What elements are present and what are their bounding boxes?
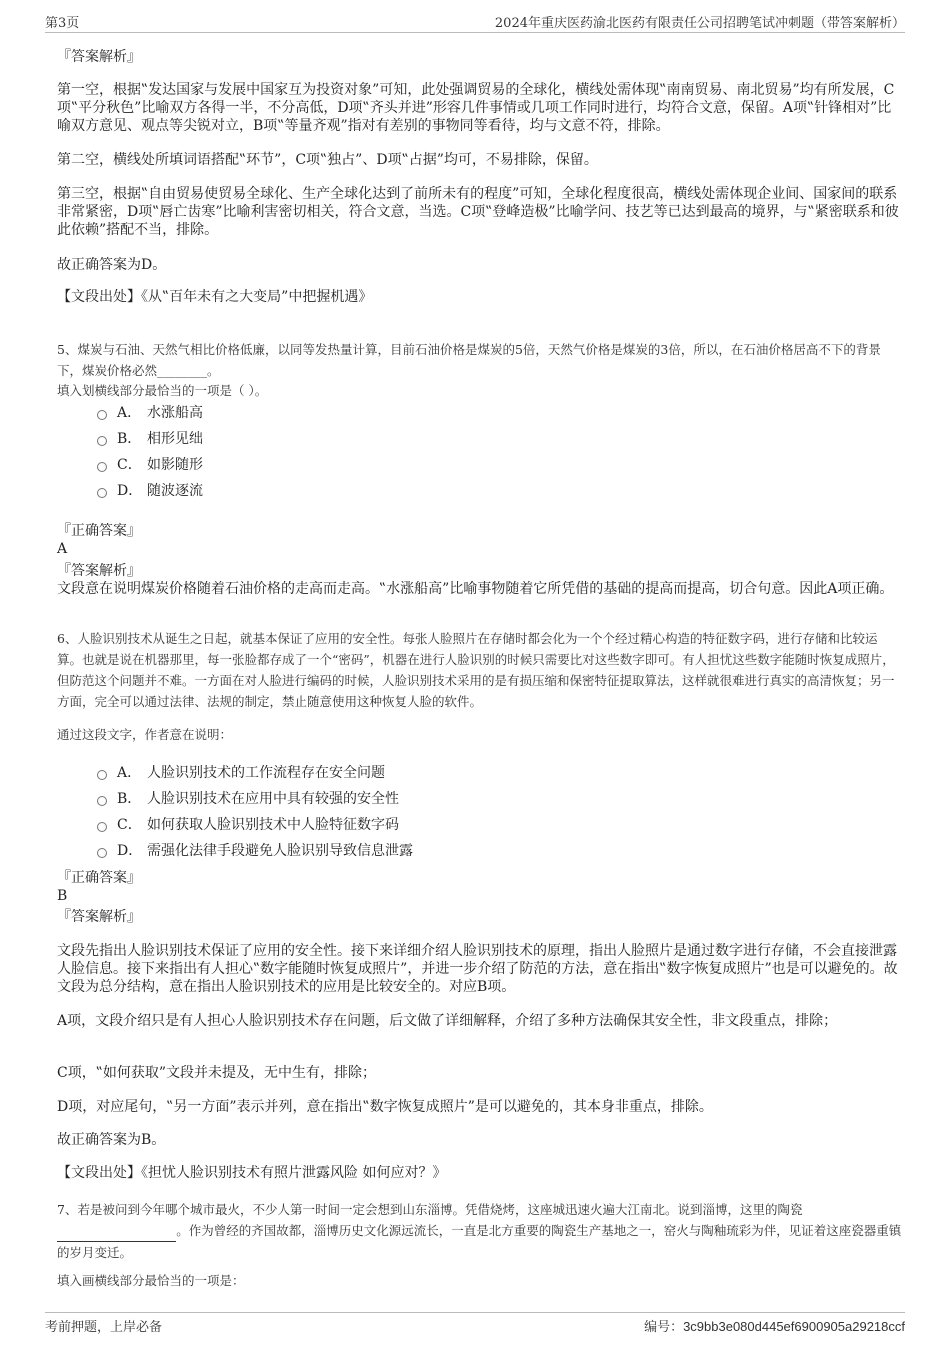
q7-stem-blank: [57, 1220, 176, 1242]
q5-stem-blank: ________: [157, 363, 208, 378]
radio-icon[interactable]: [97, 436, 107, 446]
option-letter: D．: [117, 483, 143, 499]
q4-analysis-p3: 第三空，根据‟自由贸易使贸易全球化、生产全球化达到了前所未有的程度”可知，全球化程度很高，横线处需体现企业间、国家间的联系非常紧密，D项‟唇亡齿寒”比喻利害密切相关，符合文意，当选。C项‟登峰造极”比喻学问、技艺等已达到最高的境界，与‟紧密联系和彼此依赖”搭配不当，排除。: [57, 186, 899, 238]
q6-analysis-p3: C项，‟如何获取”文段并未提及，无中生有，排除；: [57, 1065, 377, 1081]
q5-answer: A: [57, 541, 68, 557]
q6-answer: B: [57, 888, 68, 904]
q5-option-b[interactable]: [97, 425, 203, 451]
radio-icon[interactable]: [97, 848, 107, 858]
option-text: 如影随形: [147, 457, 203, 473]
option-text: 随波逐流: [147, 483, 203, 499]
q4-source: 【文段出处】《从‟百年未有之大变局”中把握机遇》: [57, 289, 373, 305]
q6-option-d[interactable]: [97, 837, 413, 863]
q7-stem: [57, 1199, 902, 1263]
q5-stem: [57, 339, 902, 381]
q4-analysis-p4: 故正确答案为D。: [57, 257, 167, 273]
q5-option-c[interactable]: [97, 451, 203, 477]
option-letter: D．: [117, 843, 143, 859]
q6-option-b[interactable]: [97, 785, 413, 811]
option-letter: B．: [117, 431, 142, 447]
radio-icon[interactable]: [97, 462, 107, 472]
radio-icon[interactable]: [97, 822, 107, 832]
option-letter: A．: [117, 765, 142, 781]
q6-options: [97, 759, 413, 863]
radio-icon[interactable]: [97, 488, 107, 498]
q6-analysis-p2: A项，文段介绍只是有人担心人脸识别技术存在问题，后文做了详细解释，介绍了多种方法确保其安全性，非文段重点，排除；: [57, 1013, 838, 1029]
option-text: 如何获取人脸识别技术中人脸特征数字码: [147, 817, 399, 833]
q7-stem-end: 。作为曾经的齐国故都，淄博历史文化源远流长，一直是北方重要的陶瓷生产基地之一，窑火与陶釉琉彩为伴，见证着这座瓷器重镇的岁月变迁。: [57, 1223, 902, 1260]
page-header: [45, 12, 905, 33]
q6-prompt: 通过这段文字，作者意在说明：: [57, 727, 233, 742]
option-letter: C．: [117, 817, 142, 833]
radio-icon[interactable]: [97, 410, 107, 420]
page-number: 第3页: [45, 16, 80, 31]
q5-analysis: 文段意在说明煤炭价格随着石油价格的走高而走高。‟水涨船高”比喻事物随着它所凭借的基础的提高而提高，切合句意。因此A项正确。: [57, 581, 894, 597]
q6-stem: 6、人脸识别技术从诞生之日起，就基本保证了应用的安全性。每张人脸照片在存储时都会化为一个个经过精心构造的特征数字码，进行存储和比较运算。也就是说在机器那里，每一张脸都存成了一个“密码”，机器在进行人脸识别的时候只需要比对这些数字即可。有人担忧这些数字能随时恢复成照片，但防范这个问题并不难。一方面在对人脸进行编码的时候，人脸识别技术采用的是有损压缩和保密特征提取算法，这样就很难进行真实的高清恢复；另一方面，完全可以通过法律、法规的制定，禁止随意使用这种恢复人脸的软件。: [57, 631, 895, 709]
q5-stem-text: 5、煤炭与石油、天然气相比价格低廉，以同等发热量计算，目前石油价格是煤炭的5倍，天然气价格是煤炭的3倍，所以，在石油价格居高不下的背景下，煤炭价格必然: [57, 342, 881, 378]
option-text: 人脸识别技术在应用中具有较强的安全性: [147, 791, 399, 807]
q6-analysis-p4: D项，对应尾句，‟另一方面”表示并列，意在指出‟数字恢复成照片”是可以避免的，其本身非重点，排除。: [57, 1099, 713, 1115]
footer-slogan: 考前押题，上岸必备: [45, 1320, 163, 1335]
q6-option-c[interactable]: [97, 811, 413, 837]
q7-prompt: 填入画横线部分最恰当的一项是：: [57, 1273, 245, 1288]
q5-stem-end: 。: [207, 363, 220, 378]
q5-prompt: 填入划横线部分最恰当的一项是（ ）。: [57, 383, 268, 398]
q4-analysis-p2: 第二空，横线处所填词语搭配‟环节”，C项‟独占”、D项‟占据”均可，不易排除，保留。: [57, 152, 598, 168]
option-letter: A．: [117, 405, 142, 421]
radio-icon[interactable]: [97, 770, 107, 780]
q4-analysis-p1: 第一空，根据‟发达国家与发展中国家互为投资对象”可知，此处强调贸易的全球化，横线处需体现‟南南贸易、南北贸易”均有所发展，C项‟平分秋色”比喻双方各得一半，不分高低，D项‟齐头并进”形容几件事情或几项工作同时进行，均符合文意，保留。A项‟针锋相对”比喻双方意见、观点等尖锐对立，B项‟等量齐观”指对有差别的事物同等看待，均与文意不符，排除。: [57, 82, 895, 134]
q6-answer-heading: 『正确答案』: [57, 870, 141, 886]
q6-source: 【文段出处】《担忧人脸识别技术有照片泄露风险 如何应对？》: [57, 1165, 447, 1181]
q5-option-a[interactable]: [97, 399, 203, 425]
option-text: 需强化法律手段避免人脸识别导致信息泄露: [147, 843, 413, 859]
q6-analysis-p5: 故正确答案为B。: [57, 1132, 166, 1148]
q5-options: [97, 399, 203, 503]
q6-analysis-heading: 『答案解析』: [57, 909, 141, 925]
q5-answer-heading: 『正确答案』: [57, 523, 141, 539]
page-footer: [45, 1312, 905, 1336]
q5-analysis-heading: 『答案解析』: [57, 563, 141, 579]
radio-icon[interactable]: [97, 796, 107, 806]
q4-analysis-heading: 『答案解析』: [57, 49, 141, 65]
option-text: 相形见绌: [147, 431, 203, 447]
q5-option-d[interactable]: [97, 477, 203, 503]
document-title: 2024年重庆医药渝北医药有限责任公司招聘笔试冲刺题（带答案解析）: [494, 16, 905, 31]
option-letter: C．: [117, 457, 142, 473]
document-id: 编号：3c9bb3e080d445ef6900905a29218ccf: [644, 1319, 905, 1334]
option-letter: B．: [117, 791, 142, 807]
q7-stem-text: 7、若是被问到今年哪个城市最火，不少人第一时间一定会想到山东淄博。凭借烧烤，这座城迅速火遍大江南北。说到淄博，这里的陶瓷: [57, 1202, 803, 1217]
option-text: 水涨船高: [147, 405, 203, 421]
q6-option-a[interactable]: [97, 759, 413, 785]
option-text: 人脸识别技术的工作流程存在安全问题: [147, 765, 385, 781]
q6-analysis-p1: 文段先指出人脸识别技术保证了应用的安全性。接下来详细介绍人脸识别技术的原理，指出人脸照片是通过数字进行存储，不会直接泄露人脸信息。接下来指出有人担心‟数字能随时恢复成照片”，并进一步介绍了防范的方法，意在指出‟数字恢复成照片”也是可以避免的。故文段为总分结构，意在指出人脸识别技术的应用是比较安全的。对应B项。: [57, 943, 898, 995]
